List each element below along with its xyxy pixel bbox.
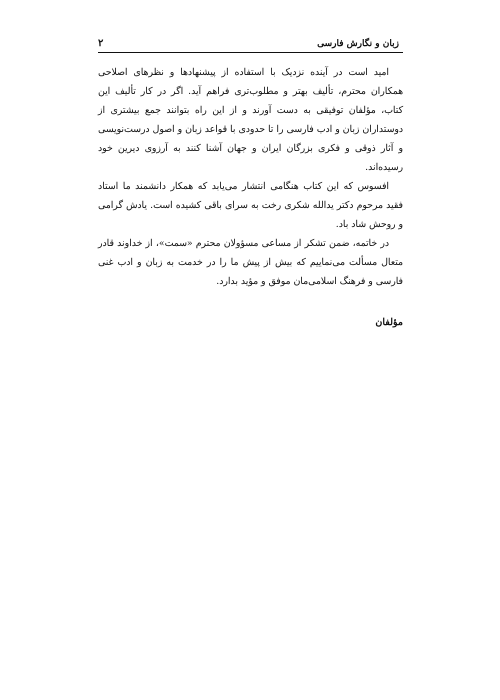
- paragraph-2: افسوس که این کتاب هنگامی انتشار می‌یابد که همکار دانشمند ما استاد فقید مرحوم دکتر یدالله شکری رخت به سرای باقی کشیده است. یادش گرامی و روحش شاد باد.: [98, 181, 403, 230]
- paragraph-1: امید است در آینده نزدیک با استفاده از پیشنهادها و نظرهای اصلاحی همکاران محترم، تألیف بهتر و مطلوب‌تری فراهم آید. اگر در کار تألیف این کتاب، مؤلفان توفیقی به دست آورند و از این راه بتوانند جمع بیشتری از دوستداران زبان و ادب فارسی را تا حدودی با قواعد زبان و اصول درست‌نویسی و آثار ذوقی و فکری بزرگان ایران و جهان آشنا کنند به آرزوی دیرین خود رسیده‌اند.: [98, 67, 403, 173]
- paragraph-3: در خاتمه، ضمن تشکر از مساعی مسؤولان محترم «سمت»، از خداوند قادر متعال مسألت می‌نماییم که بیش از پیش ما را در خدمت به زبان و ادب غنی فارسی و فرهنگ اسلامی‌مان موفق و مؤید بدارد.: [98, 238, 403, 287]
- body-text: [98, 63, 403, 291]
- page-number: ۲: [98, 38, 104, 49]
- running-header: [98, 38, 403, 53]
- document-page: [98, 38, 403, 328]
- signature: مؤلفان: [375, 317, 403, 328]
- running-title: زبان و نگارش فارسی: [317, 39, 399, 49]
